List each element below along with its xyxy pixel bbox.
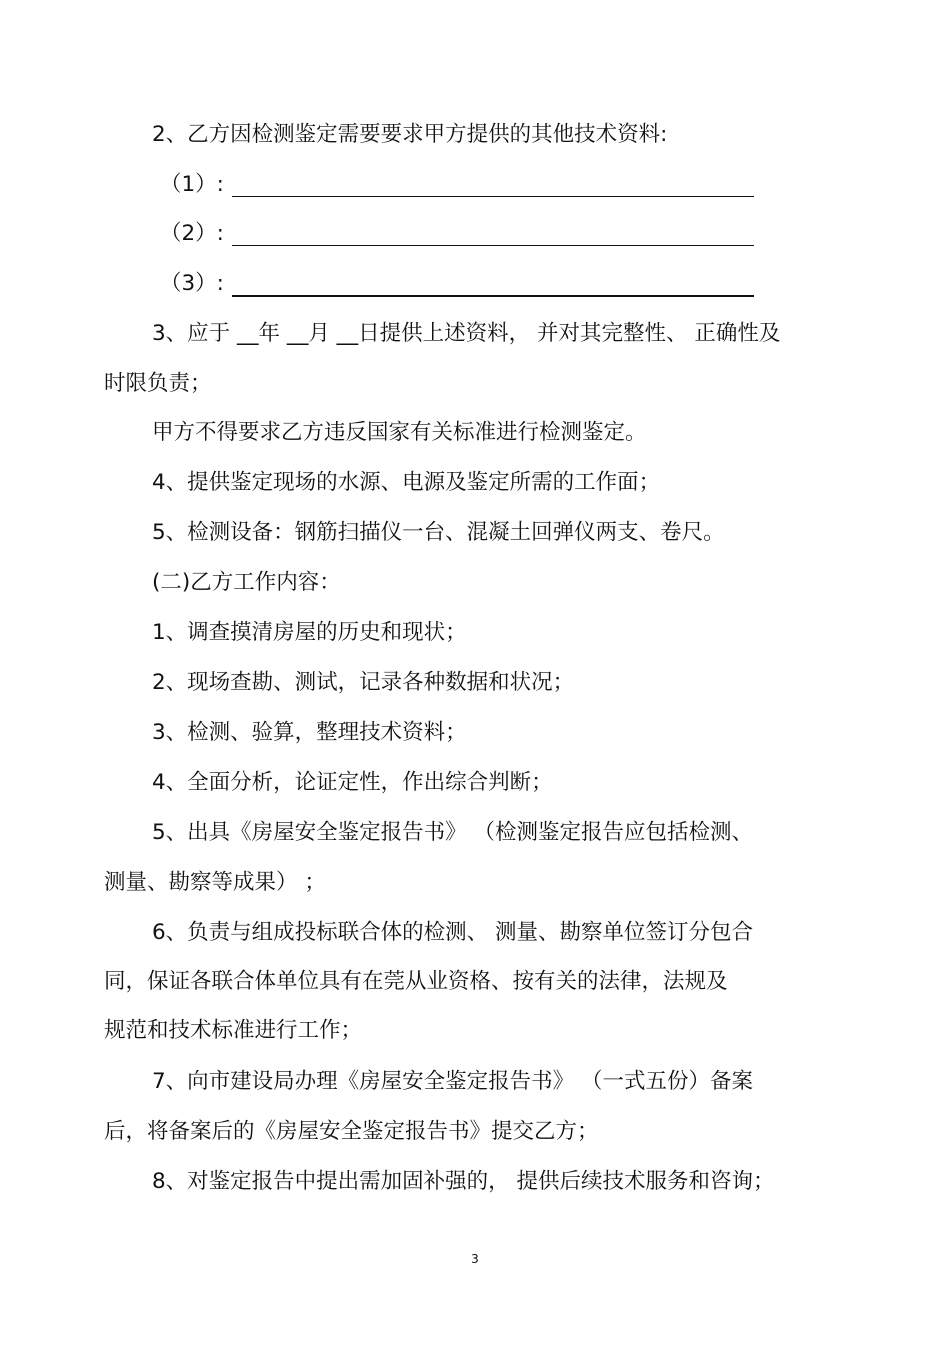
paragraph-line: 2、现场查勘、测试，记录各种数据和状况； [152,670,575,695]
paragraph-line: 3、检测、验算，整理技术资料； [152,720,467,745]
paragraph-line: 7、向市建设局办理《房屋安全鉴定报告书》 （一式五份）备案 [152,1069,754,1094]
paragraph-line: 5、出具《房屋安全鉴定报告书》 （检测鉴定报告应包括检测、 [152,820,754,845]
paragraph-line: 8、对鉴定报告中提出需加固补强的， 提供后续技术服务和咨询； [152,1169,775,1194]
paragraph-line: 5、检测设备：钢筋扫描仪一台、混凝土回弹仪两支、卷尺。 [152,520,725,545]
blank-label-2: （2）: [160,221,224,246]
fill-in-line-2 [232,245,754,246]
paragraph-line: 3、应于 __年 __月 __日提供上述资料， 并对其完整性、 正确性及 [152,321,781,346]
paragraph-line: 4、提供鉴定现场的水源、电源及鉴定所需的工作面； [152,470,661,495]
paragraph-line: 6、负责与组成投标联合体的检测、 测量、勘察单位签订分包合 [152,920,754,945]
blank-label-3: （3）: [160,271,224,296]
paragraph-line: 规范和技术标准进行工作； [104,1018,363,1043]
fill-in-line-3 [232,295,754,297]
section-heading: (二)乙方工作内容： [152,570,341,595]
fill-in-line-1 [232,196,754,197]
page-number: 3 [471,1252,479,1266]
paragraph-line: 2、乙方因检测鉴定需要要求甲方提供的其他技术资料: [152,122,668,147]
blank-label-1: （1）: [160,172,224,197]
paragraph-line: 后，将备案后的《房屋安全鉴定报告书》提交乙方； [104,1119,599,1144]
paragraph-line: 甲方不得要求乙方违反国家有关标准进行检测鉴定。 [152,420,647,445]
paragraph-line: 1、调查摸清房屋的历史和现状； [152,620,467,645]
paragraph-line: 时限负责； [104,371,212,396]
paragraph-line: 同，保证各联合体单位具有在莞从业资格、按有关的法律，法规及 [104,969,728,994]
paragraph-line: 测量、勘察等成果） ； [104,870,326,895]
paragraph-line: 4、全面分析，论证定性，作出综合判断； [152,770,553,795]
